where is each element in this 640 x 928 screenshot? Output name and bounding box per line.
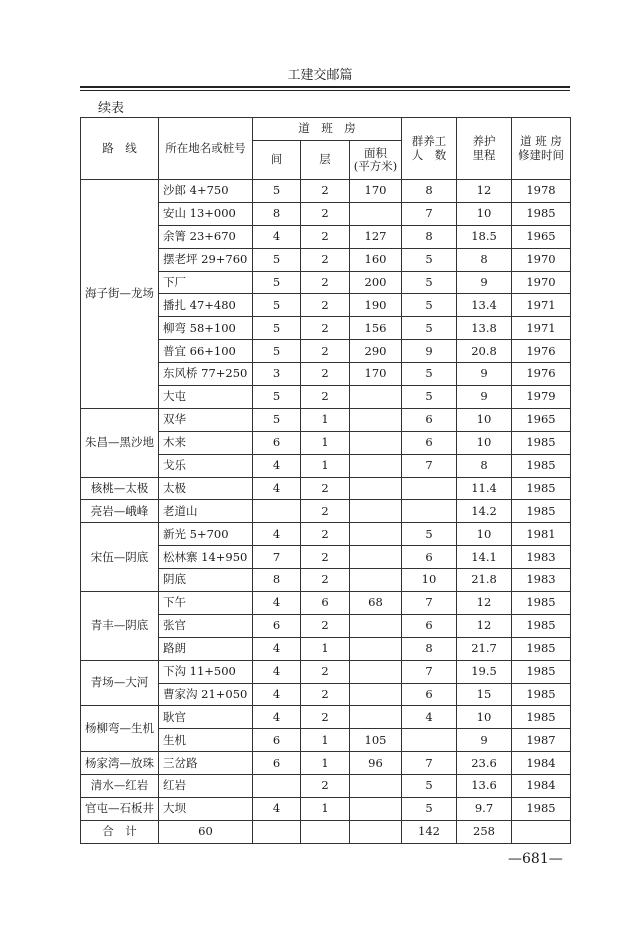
area-cell — [350, 431, 402, 454]
area-cell — [350, 798, 402, 821]
running-header: 工建交邮篇 — [287, 68, 353, 83]
area-cell: 200 — [350, 271, 402, 294]
location-cell: 余箐 23+670 — [159, 225, 253, 248]
floors-cell: 2 — [301, 386, 350, 409]
area-header-line1: 面积 — [364, 145, 387, 160]
rooms-cell: 4 — [253, 660, 301, 683]
floors-cell: 1 — [301, 798, 350, 821]
location-cell: 曹家沟 21+050 — [159, 683, 253, 706]
year-cell: 1985 — [512, 706, 571, 729]
floors-header: 层 — [301, 141, 350, 180]
location-cell: 柳弯 58+100 — [159, 317, 253, 340]
area-cell: 170 — [350, 363, 402, 386]
route-cell: 宋伍—阴底 — [81, 523, 159, 592]
location-cell: 大屯 — [159, 386, 253, 409]
year-cell: 1984 — [512, 775, 571, 798]
area-cell: 96 — [350, 752, 402, 775]
area-cell — [350, 523, 402, 546]
area-cell: 170 — [350, 180, 402, 203]
floors-cell: 1 — [301, 637, 350, 660]
location-cell: 普宜 66+100 — [159, 340, 253, 363]
location-cell: 木来 — [159, 431, 253, 454]
floors-cell: 2 — [301, 546, 350, 569]
area-cell — [350, 706, 402, 729]
rooms-cell: 6 — [253, 614, 301, 637]
rooms-cell: 5 — [253, 386, 301, 409]
mileage-cell: 12 — [457, 592, 512, 615]
rooms-cell: 4 — [253, 454, 301, 477]
location-cell: 阴底 — [159, 569, 253, 592]
floors-cell: 1 — [301, 408, 350, 431]
rooms-cell: 5 — [253, 317, 301, 340]
area-cell — [350, 775, 402, 798]
mileage-cell: 9 — [457, 271, 512, 294]
floors-cell: 1 — [301, 752, 350, 775]
rooms-cell: 5 — [253, 271, 301, 294]
workers-cell: 5 — [402, 271, 457, 294]
location-cell: 戈乐 — [159, 454, 253, 477]
workers-cell: 6 — [402, 431, 457, 454]
rooms-cell: 6 — [253, 431, 301, 454]
workers-header-line2: 人 数 — [411, 147, 447, 162]
mileage-cell: 12 — [457, 614, 512, 637]
workers-cell: 5 — [402, 798, 457, 821]
floors-cell: 2 — [301, 614, 350, 637]
table-row — [81, 180, 571, 203]
location-cell: 东风桥 77+250 — [159, 363, 253, 386]
mileage-cell: 10 — [457, 706, 512, 729]
workers-cell: 5 — [402, 363, 457, 386]
rooms-cell: 4 — [253, 706, 301, 729]
floors-cell: 2 — [301, 202, 350, 225]
rooms-cell: 3 — [253, 363, 301, 386]
workers-cell: 6 — [402, 546, 457, 569]
location-cell: 安山 13+000 — [159, 202, 253, 225]
floors-cell: 2 — [301, 523, 350, 546]
year-cell: 1983 — [512, 546, 571, 569]
year-cell: 1976 — [512, 340, 571, 363]
mileage-cell: 15 — [457, 683, 512, 706]
workers-cell: 5 — [402, 523, 457, 546]
workers-cell: 8 — [402, 225, 457, 248]
year-cell: 1985 — [512, 637, 571, 660]
mileage-cell: 13.8 — [457, 317, 512, 340]
total-count: 60 — [159, 820, 253, 843]
route-cell: 青场—大河 — [81, 660, 159, 706]
mileage-header — [457, 118, 512, 180]
rooms-cell: 6 — [253, 729, 301, 752]
year-cell: 1985 — [512, 500, 571, 523]
year-cell: 1985 — [512, 454, 571, 477]
table-row — [81, 408, 571, 431]
year-cell: 1984 — [512, 752, 571, 775]
location-cell: 生机 — [159, 729, 253, 752]
mileage-cell: 14.1 — [457, 546, 512, 569]
rooms-cell: 5 — [253, 248, 301, 271]
mileage-cell: 21.7 — [457, 637, 512, 660]
mileage-cell: 19.5 — [457, 660, 512, 683]
workers-cell: 8 — [402, 180, 457, 203]
floors-cell: 2 — [301, 706, 350, 729]
workers-cell: 5 — [402, 317, 457, 340]
mileage-cell: 14.2 — [457, 500, 512, 523]
workers-cell: 6 — [402, 683, 457, 706]
route-cell: 清水—红岩 — [81, 775, 159, 798]
built-year-header — [512, 118, 571, 180]
road-maintenance-table — [80, 117, 571, 844]
workers-cell: 10 — [402, 569, 457, 592]
year-cell: 1965 — [512, 408, 571, 431]
continuation-label: 续表 — [98, 101, 125, 116]
mileage-cell: 23.6 — [457, 752, 512, 775]
workers-cell: 5 — [402, 248, 457, 271]
year-cell: 1985 — [512, 202, 571, 225]
location-cell: 下厂 — [159, 271, 253, 294]
year-cell: 1985 — [512, 592, 571, 615]
workers-cell: 5 — [402, 386, 457, 409]
location-cell: 太极 — [159, 477, 253, 500]
workers-cell — [402, 500, 457, 523]
location-cell: 沙郎 4+750 — [159, 180, 253, 203]
area-cell: 127 — [350, 225, 402, 248]
rooms-cell: 5 — [253, 340, 301, 363]
area-cell — [350, 454, 402, 477]
workers-cell: 6 — [402, 614, 457, 637]
route-cell: 官屯—石板井 — [81, 798, 159, 821]
floors-cell: 2 — [301, 569, 350, 592]
mileage-cell: 18.5 — [457, 225, 512, 248]
route-cell: 青丰—阴底 — [81, 592, 159, 661]
rooms-cell: 5 — [253, 294, 301, 317]
workers-cell: 7 — [402, 202, 457, 225]
workers-cell — [402, 729, 457, 752]
rooms-cell — [253, 775, 301, 798]
area-cell: 160 — [350, 248, 402, 271]
location-cell: 新光 5+700 — [159, 523, 253, 546]
route-cell: 亮岩—峨峰 — [81, 500, 159, 523]
total-year — [512, 820, 571, 843]
rooms-cell: 4 — [253, 683, 301, 706]
rooms-cell: 5 — [253, 408, 301, 431]
mileage-cell: 12 — [457, 180, 512, 203]
rooms-header: 间 — [253, 141, 301, 180]
rooms-cell: 5 — [253, 180, 301, 203]
table-row — [81, 477, 571, 500]
area-header-line2: (平方米) — [353, 159, 398, 173]
area-cell: 105 — [350, 729, 402, 752]
area-header — [350, 141, 402, 180]
area-cell — [350, 477, 402, 500]
area-cell: 190 — [350, 294, 402, 317]
floors-cell: 2 — [301, 683, 350, 706]
floors-cell: 2 — [301, 477, 350, 500]
total-rooms — [253, 820, 301, 843]
rooms-cell — [253, 500, 301, 523]
mileage-cell: 9 — [457, 729, 512, 752]
mileage-cell: 9 — [457, 386, 512, 409]
location-cell: 摆老坪 29+760 — [159, 248, 253, 271]
mileage-cell: 9.7 — [457, 798, 512, 821]
mileage-cell: 8 — [457, 248, 512, 271]
route-header: 路 线 — [81, 118, 159, 180]
location-cell: 三岔路 — [159, 752, 253, 775]
location-cell: 播扎 47+480 — [159, 294, 253, 317]
rooms-cell: 4 — [253, 477, 301, 500]
year-cell: 1981 — [512, 523, 571, 546]
header-rule-thin — [80, 90, 570, 91]
year-cell: 1985 — [512, 683, 571, 706]
table-row — [81, 592, 571, 615]
mileage-cell: 20.8 — [457, 340, 512, 363]
workers-header — [402, 118, 457, 180]
location-cell: 路朗 — [159, 637, 253, 660]
location-cell: 双华 — [159, 408, 253, 431]
year-cell: 1985 — [512, 431, 571, 454]
workers-cell: 7 — [402, 660, 457, 683]
workers-cell: 5 — [402, 775, 457, 798]
table-row — [81, 500, 571, 523]
rooms-cell: 6 — [253, 752, 301, 775]
floors-cell: 2 — [301, 340, 350, 363]
workers-cell: 9 — [402, 340, 457, 363]
location-cell: 松林寨 14+950 — [159, 546, 253, 569]
floors-cell: 1 — [301, 729, 350, 752]
year-cell: 1971 — [512, 317, 571, 340]
location-cell: 老道山 — [159, 500, 253, 523]
year-cell: 1985 — [512, 614, 571, 637]
floors-cell: 2 — [301, 363, 350, 386]
route-cell: 杨柳弯—生机 — [81, 706, 159, 752]
area-cell: 290 — [350, 340, 402, 363]
total-workers: 142 — [402, 820, 457, 843]
workers-cell — [402, 477, 457, 500]
area-cell — [350, 386, 402, 409]
area-cell: 68 — [350, 592, 402, 615]
location-header: 所在地名或桩号 — [159, 118, 253, 180]
workers-cell: 7 — [402, 592, 457, 615]
mileage-cell: 9 — [457, 363, 512, 386]
built-header-line1: 道 班 房 — [520, 134, 562, 149]
mileage-header-line2: 里程 — [472, 147, 496, 162]
mileage-header-line1: 养护 — [472, 134, 496, 149]
mileage-cell: 21.8 — [457, 569, 512, 592]
location-cell: 下沟 11+500 — [159, 660, 253, 683]
table-row — [81, 798, 571, 821]
total-label: 合 计 — [81, 820, 159, 843]
year-cell: 1985 — [512, 660, 571, 683]
floors-cell: 2 — [301, 180, 350, 203]
workers-cell: 5 — [402, 294, 457, 317]
rooms-cell: 4 — [253, 225, 301, 248]
rooms-cell: 4 — [253, 592, 301, 615]
table-row — [81, 706, 571, 729]
year-cell: 1987 — [512, 729, 571, 752]
location-cell: 张官 — [159, 614, 253, 637]
workers-cell: 6 — [402, 408, 457, 431]
rooms-cell: 4 — [253, 798, 301, 821]
table-row — [81, 660, 571, 683]
workers-cell: 8 — [402, 637, 457, 660]
floors-cell: 2 — [301, 660, 350, 683]
built-header-line2: 修建时间 — [518, 147, 564, 162]
route-cell: 核桃—太极 — [81, 477, 159, 500]
header-rule-thick — [80, 86, 570, 88]
route-cell: 朱昌—黑沙地 — [81, 408, 159, 477]
floors-cell: 2 — [301, 225, 350, 248]
floors-cell: 2 — [301, 294, 350, 317]
area-cell — [350, 637, 402, 660]
floors-cell: 1 — [301, 454, 350, 477]
location-cell: 红岩 — [159, 775, 253, 798]
total-mileage: 258 — [457, 820, 512, 843]
year-cell: 1985 — [512, 798, 571, 821]
area-cell — [350, 569, 402, 592]
workers-cell: 4 — [402, 706, 457, 729]
mileage-cell: 11.4 — [457, 477, 512, 500]
rooms-cell: 4 — [253, 637, 301, 660]
route-cell: 海子街—龙场 — [81, 180, 159, 409]
floors-cell: 2 — [301, 248, 350, 271]
area-cell — [350, 660, 402, 683]
mileage-cell: 13.6 — [457, 775, 512, 798]
floors-cell: 2 — [301, 271, 350, 294]
area-cell — [350, 202, 402, 225]
workers-header-line1: 群养工 — [411, 134, 447, 149]
area-cell — [350, 683, 402, 706]
mileage-cell: 10 — [457, 202, 512, 225]
total-row — [81, 820, 571, 843]
page-number: —681— — [508, 851, 563, 867]
area-cell — [350, 614, 402, 637]
year-cell: 1983 — [512, 569, 571, 592]
route-cell: 杨家湾—放珠 — [81, 752, 159, 775]
location-cell: 大坝 — [159, 798, 253, 821]
workers-cell: 7 — [402, 752, 457, 775]
mileage-cell: 10 — [457, 523, 512, 546]
year-cell: 1971 — [512, 294, 571, 317]
rooms-cell: 8 — [253, 202, 301, 225]
header-row-1 — [81, 118, 571, 141]
rooms-cell: 4 — [253, 523, 301, 546]
floors-cell: 2 — [301, 775, 350, 798]
mileage-cell: 8 — [457, 454, 512, 477]
workers-cell: 7 — [402, 454, 457, 477]
area-cell — [350, 408, 402, 431]
mileage-cell: 10 — [457, 408, 512, 431]
floors-cell: 1 — [301, 431, 350, 454]
area-cell — [350, 500, 402, 523]
year-cell: 1979 — [512, 386, 571, 409]
year-cell: 1985 — [512, 477, 571, 500]
table-row — [81, 752, 571, 775]
area-cell: 156 — [350, 317, 402, 340]
rooms-cell: 7 — [253, 546, 301, 569]
year-cell: 1976 — [512, 363, 571, 386]
table-row — [81, 775, 571, 798]
floors-cell: 6 — [301, 592, 350, 615]
year-cell: 1970 — [512, 248, 571, 271]
rooms-cell: 8 — [253, 569, 301, 592]
mileage-cell: 13.4 — [457, 294, 512, 317]
year-cell: 1978 — [512, 180, 571, 203]
table-row — [81, 523, 571, 546]
mileage-cell: 10 — [457, 431, 512, 454]
area-cell — [350, 546, 402, 569]
floors-cell: 2 — [301, 500, 350, 523]
location-cell: 耿官 — [159, 706, 253, 729]
total-area — [350, 820, 402, 843]
daobanfang-group-header: 道 班 房 — [253, 118, 402, 141]
total-floors — [301, 820, 350, 843]
location-cell: 下午 — [159, 592, 253, 615]
year-cell: 1970 — [512, 271, 571, 294]
year-cell: 1965 — [512, 225, 571, 248]
floors-cell: 2 — [301, 317, 350, 340]
